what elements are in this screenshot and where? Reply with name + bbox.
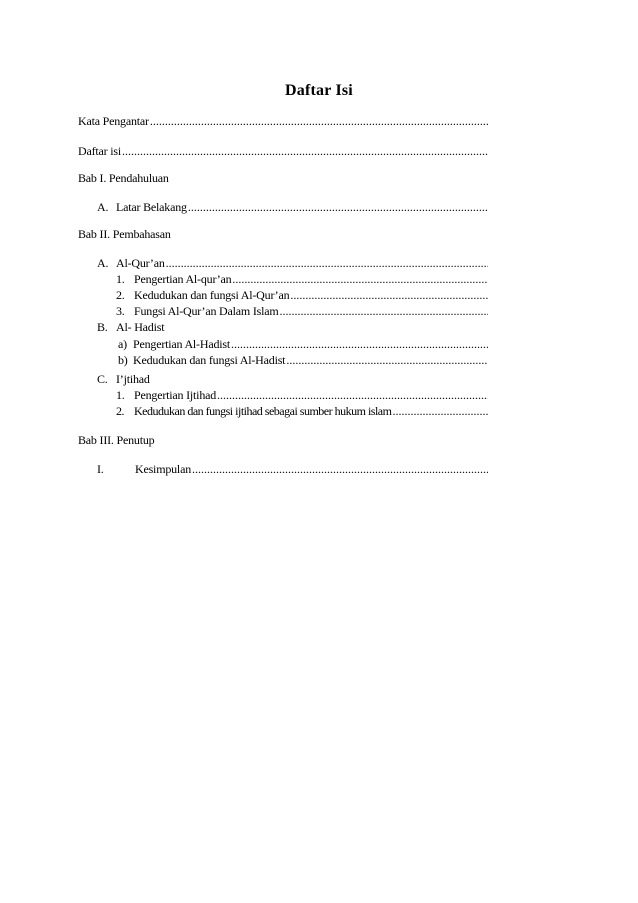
toc-entry-text: Al-Qur’an [116,256,165,270]
toc-entry-text: Kedudukan dan fungsi ijtihad sebagai sumber hukum islam [134,404,392,418]
toc-entry-daftar-isi[interactable] [78,144,488,158]
toc-entry-fungsi-al-quran[interactable] [116,304,488,318]
list-marker: A. [97,256,109,270]
list-marker: 2. [116,288,125,302]
toc-entry-label [97,200,187,214]
toc-entry-label [97,256,165,270]
list-marker: 2. [116,404,124,418]
toc-entry-text: Pengertian Ijtihad [134,388,217,402]
toc-entry-kedudukan-ijtihad[interactable] [116,404,488,418]
toc-leader-dots [150,114,488,128]
toc-entry-label [116,288,289,302]
toc-leader-dots [232,272,488,286]
list-marker: 3. [116,304,125,318]
toc-entry-label [116,353,285,367]
toc-entry-pengertian-al-quran[interactable] [116,272,488,286]
toc-entry-label [116,388,216,402]
list-marker: C. [97,372,108,386]
toc-leader-dots [231,337,488,351]
toc-leader-dots [286,353,488,367]
toc-entry-text: Kedudukan dan fungsi Al-Hadist [133,353,286,367]
toc-entry-label [116,272,231,286]
toc-entry-text: I’jtihad [116,372,150,386]
toc-entry-al-hadist [97,320,164,334]
toc-entry-pengertian-al-hadist[interactable] [116,337,488,351]
toc-entry-al-quran[interactable] [97,256,488,270]
toc-entry-label: Kata Pengantar [78,114,149,128]
chapter-heading-bab2: Bab II. Pembahasan [78,227,171,241]
toc-entry-ijtihad [97,372,150,386]
list-marker: a) [118,337,127,351]
toc-entry-pengertian-ijtihad[interactable] [116,388,488,402]
toc-leader-dots [280,304,489,318]
page-title: Daftar Isi [285,82,353,99]
list-marker: 1. [116,272,125,286]
toc-entry-label [116,304,279,318]
toc-entry-text: Al- Hadist [116,320,165,334]
toc-entry-text: Kesimpulan [135,462,191,476]
toc-entry-label [116,337,230,351]
chapter-heading-bab3: Bab III. Penutup [78,433,155,447]
toc-leader-dots [122,144,488,158]
toc-entry-text: Kedudukan dan fungsi Al-Qur’an [134,288,290,302]
toc-leader-dots [290,288,488,302]
list-marker: I. [97,462,104,476]
list-marker: 1. [116,388,125,402]
list-marker: b) [118,353,128,367]
list-marker: A. [97,200,109,214]
chapter-heading-bab1: Bab I. Pendahuluan [78,171,169,185]
toc-entry-text: Latar Belakang [116,200,187,214]
toc-entry-label [116,404,391,418]
toc-entry-kedudukan-al-hadist[interactable] [116,353,488,367]
toc-leader-dots [192,462,488,476]
toc-leader-dots [166,256,488,270]
toc-entry-latar-belakang[interactable] [97,200,488,214]
toc-entry-kata-pengantar[interactable] [78,114,488,128]
toc-leader-dots [392,404,488,418]
toc-leader-dots [188,200,488,214]
toc-entry-label: Daftar isi [78,144,121,158]
toc-entry-kesimpulan[interactable] [97,462,488,476]
toc-leader-dots [217,388,488,402]
toc-entry-text: Fungsi Al-Qur’an Dalam Islam [134,304,279,318]
toc-entry-kedudukan-al-quran[interactable] [116,288,488,302]
list-marker: B. [97,320,108,334]
toc-entry-text: Pengertian Al-qur’an [134,272,232,286]
toc-entry-label [97,462,191,476]
toc-entry-text: Pengertian Al-Hadist [133,337,230,351]
